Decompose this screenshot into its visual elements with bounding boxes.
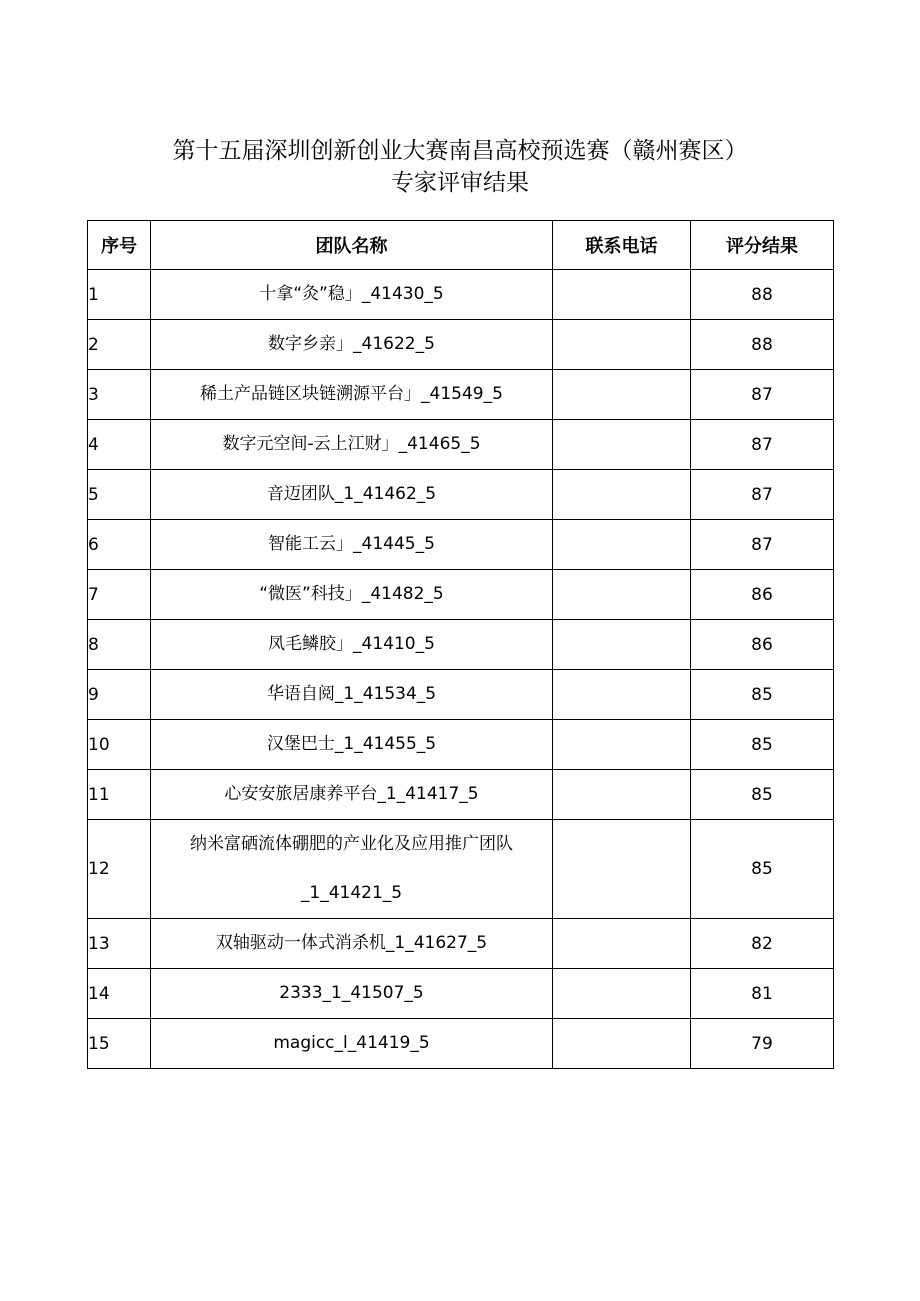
table-row	[88, 470, 834, 520]
team-name: 心安安旅居康养平台_1_41417_5	[151, 770, 553, 820]
score-cell: 87	[691, 370, 834, 420]
score-cell: 86	[691, 570, 834, 620]
table-row	[88, 320, 834, 370]
team-name: 智能工云」_41445_5	[151, 520, 553, 570]
team-name: 汉堡巴士_1_41455_5	[151, 720, 553, 770]
table-row	[88, 720, 834, 770]
table-row	[88, 670, 834, 720]
phone-cell	[553, 969, 691, 1019]
phone-cell	[553, 770, 691, 820]
row-index: 13	[88, 919, 151, 969]
phone-cell	[553, 1019, 691, 1069]
score-cell: 86	[691, 620, 834, 670]
header-index: 序号	[88, 221, 151, 270]
team-name: 双轴驱动一体式消杀机_1_41627_5	[151, 919, 553, 969]
row-index: 6	[88, 520, 151, 570]
team-name: 纳米富硒流体硼肥的产业化及应用推广团队_1_41421_5	[151, 820, 553, 919]
row-index: 9	[88, 670, 151, 720]
team-name: 2333_1_41507_5	[151, 969, 553, 1019]
table-header-row	[88, 221, 834, 270]
phone-cell	[553, 620, 691, 670]
team-name: 稀土产品链区块链溯源平台」_41549_5	[151, 370, 553, 420]
team-name: 十拿“灸”稳」_41430_5	[151, 270, 553, 320]
score-cell: 85	[691, 670, 834, 720]
phone-cell	[553, 520, 691, 570]
table-row	[88, 1019, 834, 1069]
team-name: magicc_l_41419_5	[151, 1019, 553, 1069]
phone-cell	[553, 720, 691, 770]
table-row	[88, 570, 834, 620]
score-cell: 81	[691, 969, 834, 1019]
phone-cell	[553, 370, 691, 420]
table-row	[88, 420, 834, 470]
phone-cell	[553, 919, 691, 969]
score-cell: 79	[691, 1019, 834, 1069]
phone-cell	[553, 820, 691, 919]
score-cell: 88	[691, 270, 834, 320]
team-name: 数字乡亲」_41622_5	[151, 320, 553, 370]
header-team-name: 团队名称	[151, 221, 553, 270]
row-index: 1	[88, 270, 151, 320]
team-name: 华语自阅_1_41534_5	[151, 670, 553, 720]
phone-cell	[553, 270, 691, 320]
team-name: 数字元空间-云上江财」_41465_5	[151, 420, 553, 470]
header-score: 评分结果	[691, 221, 834, 270]
header-phone: 联系电话	[553, 221, 691, 270]
document-title: 第十五届深圳创新创业大赛南昌高校预选赛（赣州赛区）	[172, 138, 748, 164]
row-index: 4	[88, 420, 151, 470]
row-index: 2	[88, 320, 151, 370]
row-index: 14	[88, 969, 151, 1019]
team-name: “微医”科技」_41482_5	[151, 570, 553, 620]
table-row	[88, 820, 834, 919]
review-results-table	[87, 220, 834, 1069]
table-row	[88, 270, 834, 320]
row-index: 8	[88, 620, 151, 670]
team-name: 音迈团队_1_41462_5	[151, 470, 553, 520]
table-row	[88, 770, 834, 820]
table-row	[88, 969, 834, 1019]
score-cell: 87	[691, 470, 834, 520]
score-cell: 85	[691, 820, 834, 919]
score-cell: 85	[691, 770, 834, 820]
score-cell: 87	[691, 420, 834, 470]
team-name: 凤毛鳞胶」_41410_5	[151, 620, 553, 670]
phone-cell	[553, 670, 691, 720]
phone-cell	[553, 420, 691, 470]
row-index: 5	[88, 470, 151, 520]
phone-cell	[553, 320, 691, 370]
phone-cell	[553, 570, 691, 620]
phone-cell	[553, 470, 691, 520]
table-row	[88, 370, 834, 420]
row-index: 10	[88, 720, 151, 770]
row-index: 3	[88, 370, 151, 420]
document-subtitle: 专家评审结果	[391, 170, 529, 196]
score-cell: 85	[691, 720, 834, 770]
row-index: 11	[88, 770, 151, 820]
table-row	[88, 520, 834, 570]
score-cell: 88	[691, 320, 834, 370]
row-index: 15	[88, 1019, 151, 1069]
score-cell: 87	[691, 520, 834, 570]
table-row	[88, 620, 834, 670]
row-index: 12	[88, 820, 151, 919]
row-index: 7	[88, 570, 151, 620]
score-cell: 82	[691, 919, 834, 969]
table-row	[88, 919, 834, 969]
